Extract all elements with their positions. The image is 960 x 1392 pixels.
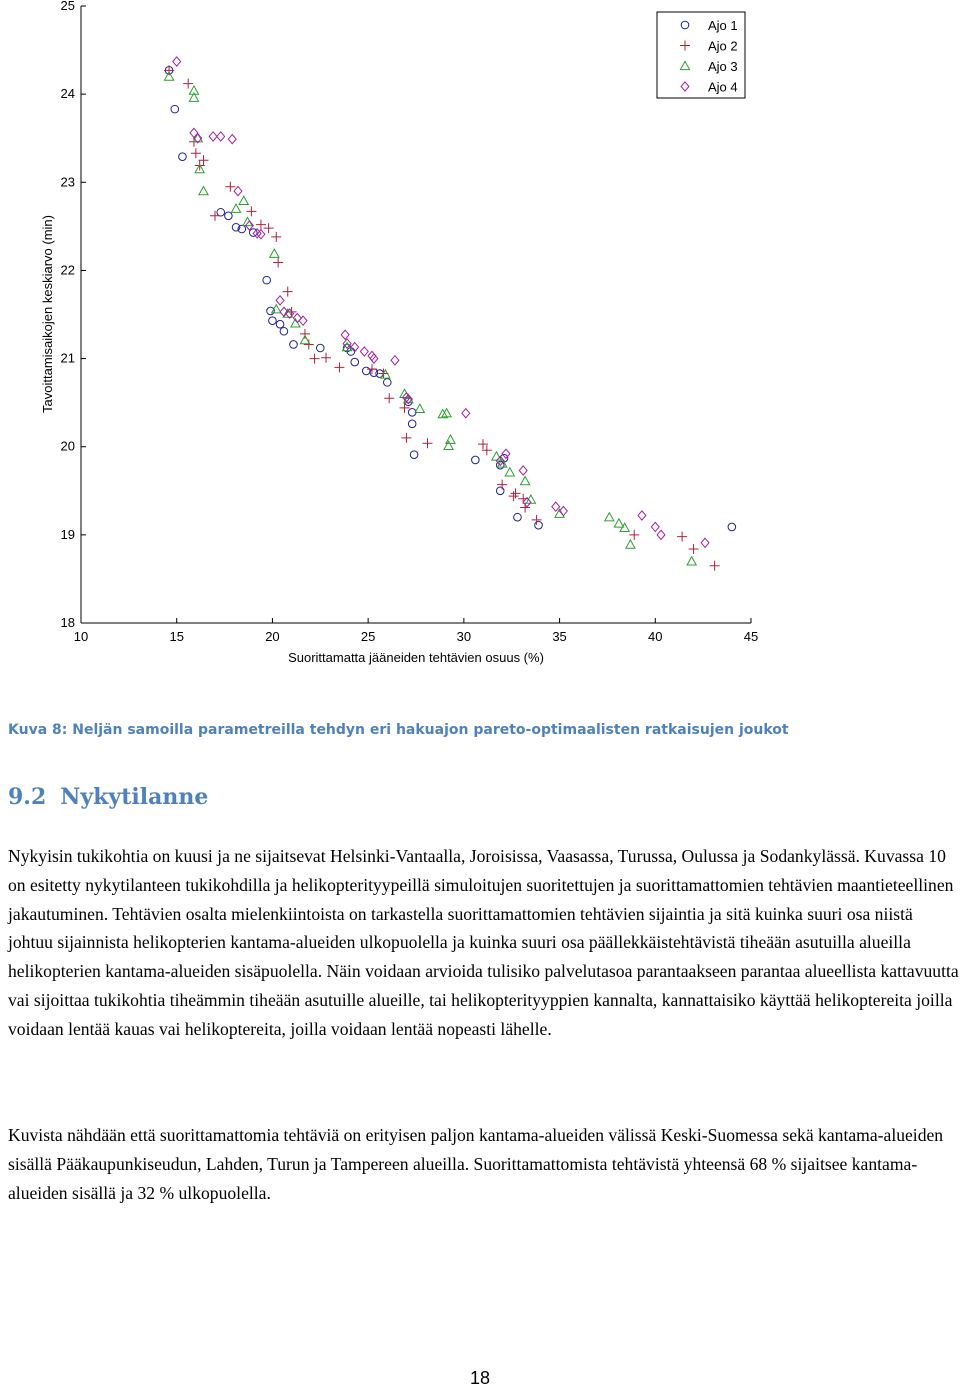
series-4 (173, 57, 709, 547)
data-point (532, 515, 542, 525)
data-point (276, 320, 284, 328)
data-point (701, 538, 709, 547)
figure-caption: Kuva 8: Neljän samoilla parametreilla tehdyn eri hakuajon pareto-optimaalisten ratkaisujen joukot (8, 722, 789, 738)
x-tick-label: 25 (360, 629, 376, 644)
x-tick-label: 30 (456, 629, 472, 644)
data-point (638, 511, 646, 520)
data-point (710, 561, 720, 571)
data-point (401, 433, 411, 443)
data-point (173, 57, 181, 66)
data-point (164, 65, 174, 75)
data-point (362, 367, 370, 375)
data-point (271, 232, 281, 242)
data-point (408, 420, 416, 428)
data-point (605, 513, 614, 521)
data-point (521, 476, 530, 484)
y-tick-label: 25 (60, 0, 75, 13)
x-tick-label: 20 (265, 629, 280, 644)
data-point (383, 379, 391, 387)
section-title: Nykytilanne (60, 784, 209, 810)
data-point (462, 409, 470, 418)
data-point (276, 296, 284, 305)
chart-legend (657, 12, 745, 98)
data-point (239, 196, 248, 204)
scatter-chart (0, 0, 960, 680)
data-point (677, 532, 687, 542)
paragraph-2: Kuvista nähdään että suorittamattomia tehtäviä on erityisen paljon kantama-alueiden välissä Keski-Suomessa sekä kantama-alueiden sisällä Pääkaupunkiseudun, Lahden, Turun ja Tampereen alueilla. Suorittamattomista tehtävistä yhteensä 68 % sijaitsee kantama-alueiden sisällä ja 32 % ulkopuolella. (8, 1125, 944, 1203)
data-point (290, 341, 298, 349)
data-point (472, 456, 480, 464)
data-point (351, 358, 359, 366)
data-point (629, 530, 639, 540)
page-number: 18 (469, 1368, 491, 1388)
data-point (183, 79, 193, 89)
x-axis-label: Suorittamatta jääneiden tehtävien osuus (%) (288, 650, 544, 665)
data-point (304, 339, 314, 349)
data-point (728, 523, 736, 531)
data-point (502, 449, 510, 458)
data-point (269, 317, 277, 325)
data-point (422, 438, 432, 448)
data-point (689, 544, 699, 554)
y-tick-label: 21 (60, 350, 75, 366)
data-point (228, 134, 236, 143)
data-point (687, 557, 696, 565)
data-point (225, 212, 233, 220)
data-point (391, 356, 399, 365)
data-point (626, 540, 635, 548)
x-tick-label: 35 (552, 629, 567, 644)
data-point (444, 441, 453, 449)
data-point (415, 404, 424, 412)
data-point (209, 132, 217, 141)
series-2 (164, 65, 720, 570)
data-point (316, 344, 324, 352)
legend-label: Ajo 1 (708, 18, 738, 33)
y-tick-label: 20 (60, 438, 75, 454)
data-point (509, 491, 519, 501)
data-point (199, 187, 208, 195)
section-heading (8, 784, 208, 810)
data-point (492, 452, 501, 460)
series-3 (164, 72, 696, 565)
section-number: 9.2 (8, 784, 47, 810)
data-point (384, 393, 394, 403)
data-point (171, 105, 179, 113)
chart-axes (81, 6, 751, 623)
data-point (360, 347, 368, 356)
y-tick-label: 23 (60, 174, 75, 190)
data-point (283, 287, 293, 297)
x-tick-label: 10 (73, 629, 89, 644)
data-point (179, 153, 187, 161)
data-point (246, 206, 256, 216)
data-point (334, 362, 344, 372)
data-point (270, 249, 279, 257)
data-point (280, 327, 288, 335)
data-point (446, 435, 455, 443)
data-point (614, 519, 623, 527)
data-point (657, 530, 665, 539)
data-point (234, 187, 242, 196)
data-point (321, 353, 331, 363)
data-point (497, 480, 507, 490)
y-tick-label: 24 (60, 86, 75, 102)
y-tick-label: 18 (60, 615, 75, 630)
y-tick-label: 22 (60, 262, 75, 278)
y-axis-label: Tavoittamisaikojen keskiarvo (min) (40, 215, 55, 413)
data-point (243, 217, 252, 225)
chart-points (164, 57, 736, 571)
data-point (310, 354, 320, 364)
data-point (217, 132, 225, 141)
data-point (300, 329, 310, 339)
data-point (191, 148, 201, 158)
data-point (505, 468, 514, 476)
data-point (341, 330, 349, 339)
data-point (217, 208, 225, 216)
data-point (273, 257, 283, 267)
data-point (511, 488, 521, 498)
data-point (552, 502, 560, 511)
data-point (514, 513, 522, 521)
data-point (535, 521, 543, 529)
x-tick-label: 45 (743, 629, 759, 644)
legend-label: Ajo 2 (708, 38, 738, 54)
data-point (263, 276, 271, 284)
data-point (257, 230, 265, 239)
data-point (651, 522, 659, 531)
legend-label: Ajo 4 (708, 79, 738, 95)
data-point (225, 182, 235, 192)
data-point (496, 487, 504, 495)
series-1 (165, 67, 735, 531)
data-point (519, 466, 527, 475)
data-point (231, 204, 240, 212)
legend-label: Ajo 3 (708, 59, 738, 74)
y-tick-label: 19 (60, 526, 75, 542)
data-point (410, 451, 418, 459)
chart-ticks (61, 0, 759, 644)
data-point (210, 211, 220, 221)
x-tick-label: 40 (648, 629, 663, 644)
x-tick-label: 15 (169, 629, 184, 644)
paragraph-1: Nykyisin tukikohtia on kuusi ja ne sijaitsevat Helsinki-Vantaalla, Joroisissa, Vaasassa, Turussa, Oulussa ja Sodankylässä. Kuvassa 10 on esitetty nykytilanteen tukikohdilla ja helikopterityypeillä simuloitujen suoritettujen ja suorittamattomien tehtävien maantieteellinen jakautuminen. Tehtävien osalta mielenkiintoista on tarkastella suorittamattomien tehtävien sijaintia ja sitä kuinka suuri osa niistä johtuu sijainnista helikopterien kantama-alueiden ulkopuolella ja kuinka suuri osa päällekkäistehtävistä tiheään asutuilla alueilla helikopterien kantama-alueiden sisäpuolella. Näin voidaan arvioida tulisiko palvelutasoa parantaakseen parantaa alueellista kattavuutta vai sijoittaa tukikohtia tiheämmin tiheään asutuille alueille, tai helikopterityyppien kannalta, kannattaisiko käyttää helikoptereita joilla voidaan lentää kauas vai helikoptereita, joilla voidaan lentää nopeasti lähelle. (8, 846, 959, 1039)
